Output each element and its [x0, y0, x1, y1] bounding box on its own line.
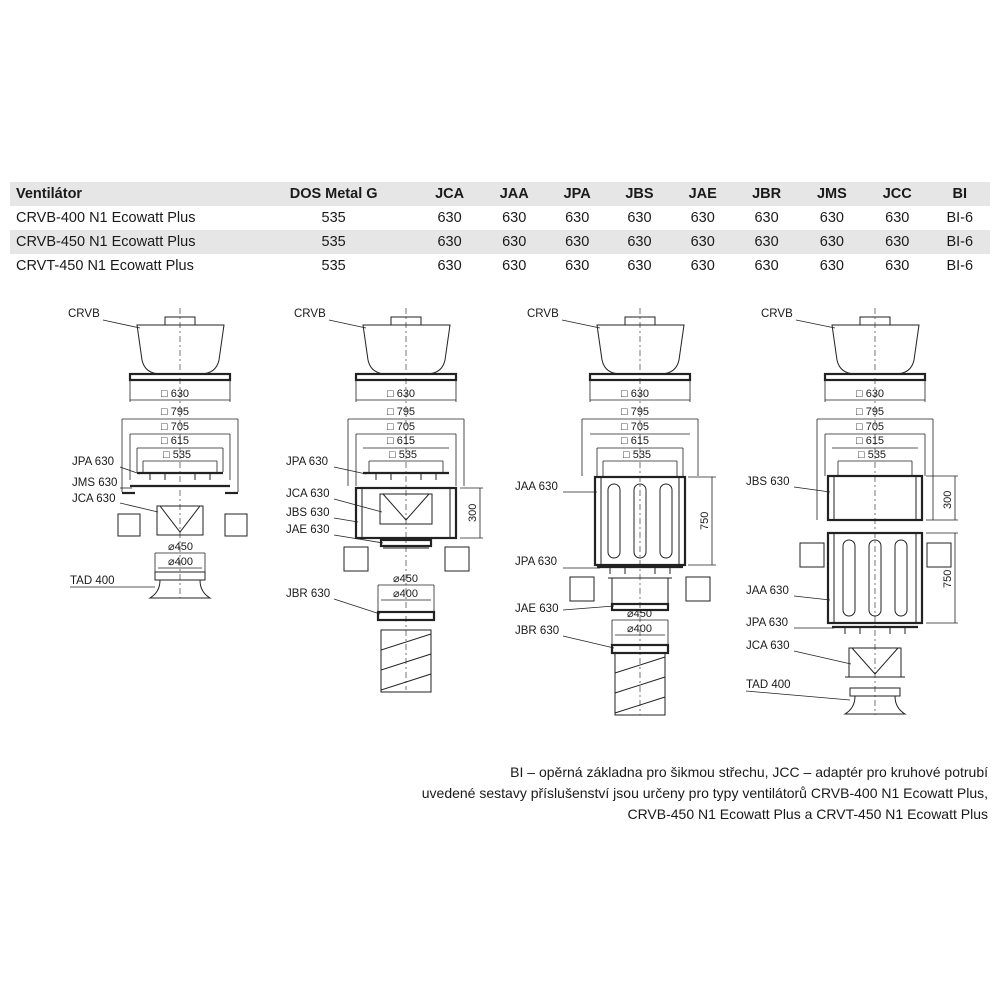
- roof-wall: [225, 514, 247, 536]
- jaa-slot: [843, 540, 855, 616]
- dim-label: 750: [942, 569, 954, 588]
- dim-label: □ 705: [856, 421, 885, 433]
- label-jpa: JPA 630: [286, 456, 328, 468]
- label-tad: TAD 400: [746, 679, 791, 691]
- diagram-crvb-jpa-jca-jbs-jae-jbr: [286, 308, 483, 692]
- jaa-slot: [895, 540, 907, 616]
- table-cell: CRVB-400 N1 Ecowatt Plus: [16, 210, 196, 226]
- dim-label: □ 795: [161, 406, 190, 418]
- table-cell: 630: [754, 234, 779, 250]
- dim-label: □ 535: [163, 449, 192, 461]
- col-header: BI: [952, 186, 968, 202]
- table-cell: 630: [819, 234, 844, 250]
- col-header: JPA: [563, 186, 591, 202]
- col-header: Ventilátor: [16, 186, 83, 202]
- diagram-crvb-jpa-jms-jca-tad: [68, 308, 247, 598]
- table-cell: 630: [627, 258, 652, 274]
- label-jpa: JPA 630: [515, 556, 557, 568]
- jaa-slot: [608, 484, 620, 558]
- dim-label: □ 615: [161, 435, 190, 447]
- dim-label: □ 535: [858, 449, 887, 461]
- dim-label: ⌀450: [168, 541, 193, 553]
- table-cell: 630: [819, 258, 844, 274]
- dim-label: □ 615: [387, 435, 416, 447]
- note-line: CRVB-450 N1 Ecowatt Plus a CRVT-450 N1 Ecowatt Plus: [627, 806, 988, 822]
- label-jca: JCA 630: [746, 640, 790, 652]
- table-cell: 630: [627, 210, 652, 226]
- fan-base-plate: [825, 374, 925, 380]
- label-crvb: CRVB: [761, 308, 793, 320]
- dim-label: □ 535: [623, 449, 652, 461]
- col-header: JCC: [882, 186, 912, 202]
- fan-housing: [597, 325, 684, 374]
- col-header: JBR: [752, 186, 782, 202]
- table-cell: BI-6: [946, 258, 974, 274]
- dim-label: □ 630: [161, 388, 190, 400]
- label-jms: JMS 630: [72, 477, 118, 489]
- table-cell: 630: [754, 210, 779, 226]
- dim-label: □ 795: [856, 406, 885, 418]
- label-jpa: JPA 630: [746, 617, 788, 629]
- col-header: JCA: [435, 186, 465, 202]
- dim-label: □ 795: [621, 406, 650, 418]
- note-line: uvedené sestavy příslušenství jsou určeny pro typy ventilátorů CRVB-400 N1 Ecowatt Plus,: [421, 785, 988, 801]
- roof-wall: [686, 577, 710, 601]
- table-cell: 630: [885, 210, 910, 226]
- fan-housing: [363, 325, 450, 374]
- dim-label: ⌀450: [393, 573, 418, 585]
- label-jbs: JBS 630: [746, 476, 790, 488]
- dim-label: 300: [942, 490, 954, 509]
- dim-label: □ 630: [621, 388, 650, 400]
- table-cell: 630: [437, 234, 462, 250]
- roof-wall: [927, 543, 951, 567]
- table-cell: CRVT-450 N1 Ecowatt Plus: [16, 258, 194, 274]
- col-header: JMS: [816, 186, 847, 202]
- roof-wall: [344, 547, 368, 571]
- label-jae: JAE 630: [286, 524, 330, 536]
- table-cell: BI-6: [946, 234, 974, 250]
- roof-wall: [570, 577, 594, 601]
- fan-housing: [832, 325, 919, 374]
- dim-label: □ 615: [621, 435, 650, 447]
- label-jca: JCA 630: [286, 488, 330, 500]
- table-cell: 630: [502, 210, 527, 226]
- table-cell: 630: [437, 258, 462, 274]
- table-cell: 630: [819, 210, 844, 226]
- table-cell: 630: [690, 210, 715, 226]
- table-cell: 630: [690, 258, 715, 274]
- table-cell: 630: [565, 210, 590, 226]
- dim-label: □ 630: [856, 388, 885, 400]
- dim-label: □ 630: [387, 388, 416, 400]
- table-cell: 630: [502, 258, 527, 274]
- note-line: BI – opěrná základna pro šikmou střechu, JCC – adaptér pro kruhové potrubí: [510, 764, 988, 780]
- roof-wall: [118, 514, 140, 536]
- dim-label: □ 795: [387, 406, 416, 418]
- fan-base-plate: [356, 374, 456, 380]
- label-jae: JAE 630: [515, 603, 559, 615]
- table-cell: 630: [885, 234, 910, 250]
- jaa-slot: [660, 484, 672, 558]
- label-jbs: JBS 630: [286, 507, 330, 519]
- table-cell: BI-6: [946, 210, 974, 226]
- col-header: JAE: [688, 186, 717, 202]
- label-jbr: JBR 630: [515, 625, 560, 637]
- diagram-crvb-jaa-jpa-jae-jbr: [515, 308, 716, 715]
- label-jaa: JAA 630: [746, 585, 789, 597]
- dim-label: □ 705: [387, 421, 416, 433]
- roof-wall: [445, 547, 469, 571]
- fan-base-plate: [590, 374, 690, 380]
- dim-label: 750: [699, 511, 711, 530]
- fan-housing: [137, 325, 224, 374]
- table-cell: 535: [321, 210, 346, 226]
- label-jpa: JPA 630: [72, 456, 114, 468]
- dim-label: ⌀400: [393, 588, 418, 600]
- dim-label: ⌀400: [627, 623, 652, 635]
- label-jbr: JBR 630: [286, 588, 331, 600]
- table-cell: 535: [321, 234, 346, 250]
- table-cell: 630: [437, 210, 462, 226]
- dim-label: □ 535: [389, 449, 418, 461]
- label-jca: JCA 630: [72, 493, 116, 505]
- diagram-crvb-jbs-jaa-jpa-jca-tad: [746, 308, 958, 715]
- dim-label: 300: [467, 503, 479, 522]
- label-crvb: CRVB: [68, 308, 100, 320]
- roof-wall: [800, 543, 824, 567]
- label-jaa: JAA 630: [515, 481, 558, 493]
- table-cell: 630: [885, 258, 910, 274]
- label-crvb: CRVB: [294, 308, 326, 320]
- dim-label: □ 705: [161, 421, 190, 433]
- footnotes: [422, 762, 988, 825]
- table-cell: 630: [690, 234, 715, 250]
- label-tad: TAD 400: [70, 575, 115, 587]
- fan-base-plate: [130, 374, 230, 380]
- dim-label: □ 615: [856, 435, 885, 447]
- table-cell: 630: [565, 234, 590, 250]
- table-cell: 630: [627, 234, 652, 250]
- table-cell: 630: [565, 258, 590, 274]
- dim-label: □ 705: [621, 421, 650, 433]
- col-header: DOS Metal G: [289, 186, 378, 202]
- table-cell: 630: [754, 258, 779, 274]
- col-header: JBS: [625, 186, 654, 202]
- label-crvb: CRVB: [527, 308, 559, 320]
- dim-label: ⌀450: [627, 608, 652, 620]
- col-header: JAA: [499, 186, 529, 202]
- dim-label: ⌀400: [168, 556, 193, 568]
- table-cell: 535: [321, 258, 346, 274]
- table-cell: 630: [502, 234, 527, 250]
- table-cell: CRVB-450 N1 Ecowatt Plus: [16, 234, 196, 250]
